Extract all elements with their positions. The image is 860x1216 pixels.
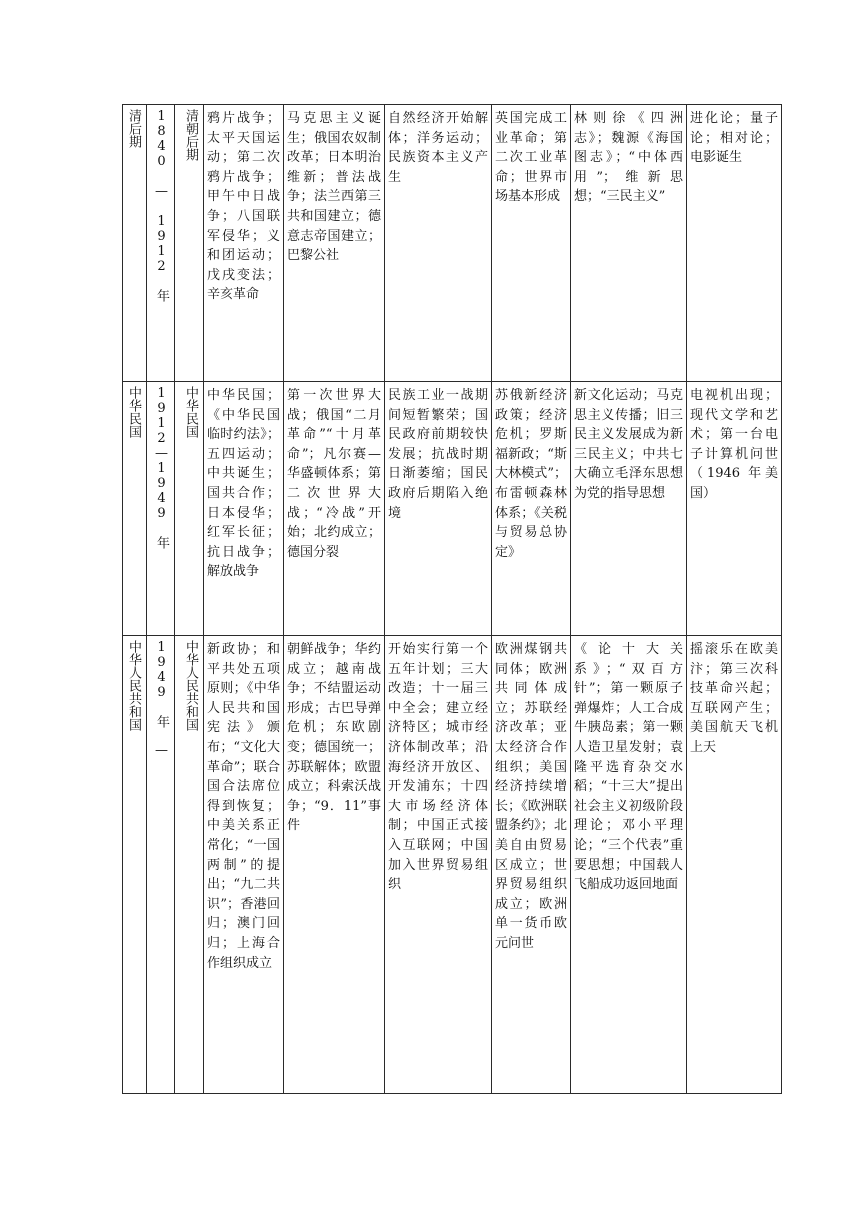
china-economy-cell: 开始实行第一个五年计划；三大改造；十一届三中全会；建立经济特区；城市经济体制改革；沿海经济开放区、开发浦东；十四大市场经济体制；中国正式接入互联网；中国加入世界贸易组织 [385, 636, 492, 1094]
years-cell: 1949 年 — [147, 636, 175, 1094]
table-row [123, 105, 782, 382]
dynasty-cell: 中华人民共和国 [175, 636, 204, 1094]
china-politics-cell: 鸦片战争；太平天国运动；第二次鸦片战争；甲午中日战争；八国联军侵华；义和团运动；戊戌变法；辛亥革命 [204, 105, 284, 382]
china-politics-cell: 中华民国；《中华民国临时约法》；五四运动；中共诞生；国共合作；日本侵华；红军长征；抗日战争；解放战争 [204, 382, 284, 636]
china-politics-cell: 新政协；和平共处五项原则；《中华人民共和国宪法》颁布；“文化大革命”；联合国合法席位得到恢复；中美关系正常化；“一国两制”的提出；“九二共识”；香港回归；澳门回归；上海合作组织成立 [204, 636, 284, 1094]
era-cell: 清后期 [123, 105, 147, 382]
era-cell: 中华民国 [123, 382, 147, 636]
years-cell: 1912—1949 年 [147, 382, 175, 636]
world-economy-cell: 英国完成工业革命；第二次工业革命；世界市场基本形成 [492, 105, 571, 382]
era-cell: 中华人民共和国 [123, 636, 147, 1094]
world-economy-cell: 欧洲煤钢共同体；欧洲共同体成立；苏联经济改革；亚太经济合作组织；美国经济持续增长；《欧洲联盟条约》；北美自由贸易区成立；世界贸易组织成立；欧洲单一货币欧元问世 [492, 636, 571, 1094]
years-cell: 1840 — 1912 年 [147, 105, 175, 382]
table-row [123, 382, 782, 636]
dynasty-cell: 中华民国 [175, 382, 204, 636]
science-art-cell: 进化论；量子论；相对论；电影诞生 [687, 105, 782, 382]
thought-culture-cell: 《论十大关系》；“双百方针”；第一颗原子弹爆炸；人工合成牛胰岛素；第一颗人造卫星发射；袁隆平选育杂交水稻；“十三大”提出社会主义初级阶段理论；邓小平理论；“三个代表”重要思想；中国载人飞船成功返回地面 [571, 636, 687, 1094]
science-art-cell: 电视机出现；现代文学和艺术；第一台电子计算机问世（1946 年美国） [687, 382, 782, 636]
world-politics-cell: 第一次世界大战；俄国“二月革命”“十月革命”；凡尔赛—华盛顿体系；第二次世界大战；“冷战”开始；北约成立；德国分裂 [284, 382, 385, 636]
world-politics-cell: 朝鲜战争；华约成立；越南战争；不结盟运动形成；古巴导弹危机；东欧剧变；德国统一；苏联解体；欧盟成立；科索沃战争；“9．11”事件 [284, 636, 385, 1094]
china-economy-cell: 民族工业一战期间短暂繁荣；国民政府前期较快发展；抗战时期日渐萎缩；国民政府后期陷入绝境 [385, 382, 492, 636]
china-economy-cell: 自然经济开始解体；洋务运动；民族资本主义产生 [385, 105, 492, 382]
table-row [123, 636, 782, 1094]
thought-culture-cell: 林则徐《四洲志》；魏源《海国图志》；“中体西用”；维新思想；“三民主义” [571, 105, 687, 382]
world-economy-cell: 苏俄新经济政策；经济危机；罗斯福新政；“斯大林模式”；布雷顿森林体系；《关税与贸易总协定》 [492, 382, 571, 636]
history-timeline-table [122, 104, 782, 1094]
dynasty-cell: 清朝后期 [175, 105, 204, 382]
science-art-cell: 摇滚乐在欧美汴；第三次科技革命兴起；互联网产生；美国航天飞机上天 [687, 636, 782, 1094]
world-politics-cell: 马克思主义诞生；俄国农奴制改革；日本明治维新；普法战争；法兰西第三共和国建立；德意志帝国建立；巴黎公社 [284, 105, 385, 382]
thought-culture-cell: 新文化运动；马克思主义传播；旧三民主义发展成为新三民主义；中共七大确立毛泽东思想为党的指导思想 [571, 382, 687, 636]
